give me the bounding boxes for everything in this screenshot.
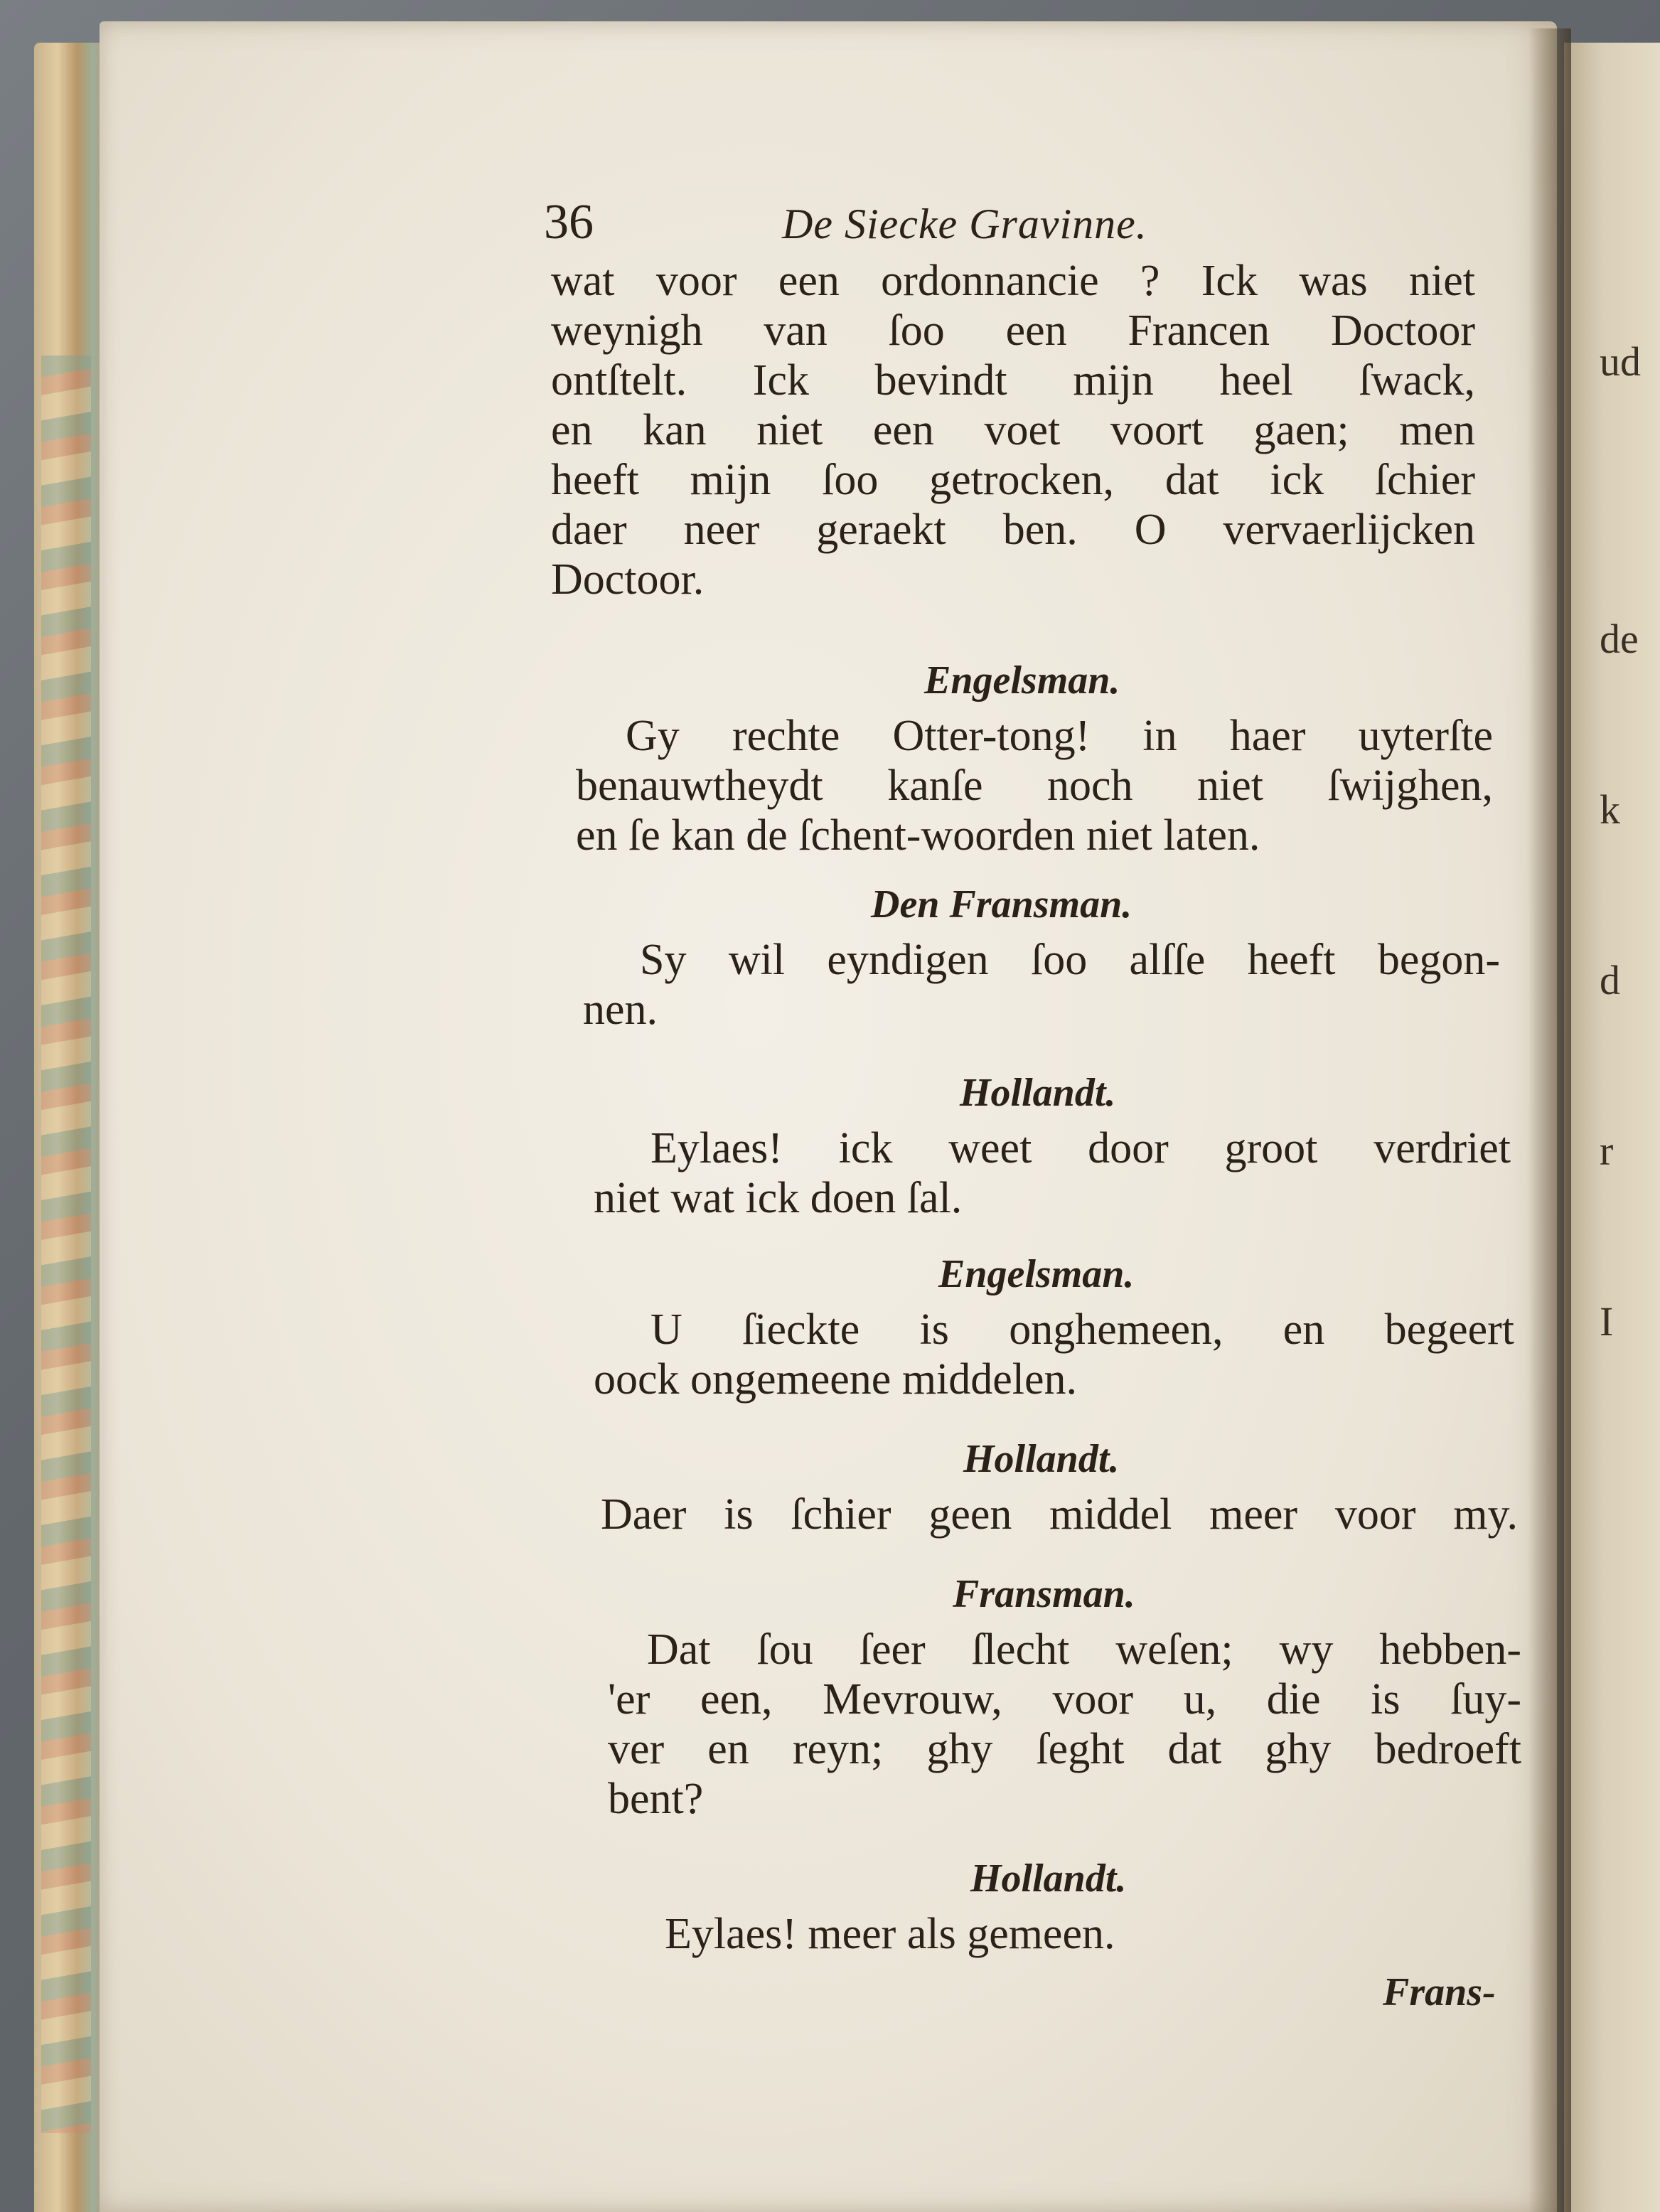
facing-fragment: k [1600,786,1620,833]
speaker-name: Engelsman. [938,1252,1135,1296]
text-line: ontſtelt. Ick bevindt mijn heel ſwack, [551,356,1475,405]
speaker-name: Hollandt. [970,1856,1127,1901]
text-line: Eylaes! meer als gemeen. [665,1910,1115,1958]
speech [594,1305,1514,1404]
text-line: Sy wil eyndigen ſoo alſſe heeft begon- [640,936,1500,984]
speaker-name: Fransman. [953,1572,1135,1616]
page-gutter-shadow [1528,28,1571,2212]
speech [576,711,1493,860]
opening-paragraph [551,256,1475,604]
text-line: heeft mijn ſoo getrocken, dat ick ſchier [551,456,1475,504]
page-number: 36 [544,195,594,250]
text-line: Daer is ſchier geen middel meer voor my. [601,1490,1518,1539]
marbled-endpaper [41,356,91,2133]
text-line: Eylaes! ick weet door groot verdriet [650,1124,1511,1172]
text-line: wat voor een ordonnancie ? Ick was niet [551,257,1475,305]
text-line: niet wat ick doen ſal. [594,1174,963,1222]
text-line: Doctoor. [551,555,705,604]
facing-fragment: I [1600,1298,1614,1345]
text-line: 'er een, Mevrouw, voor u, die is ſuy- [608,1675,1521,1724]
facing-fragment: r [1600,1128,1614,1174]
catchword: Frans- [1383,1970,1496,2014]
text-line: oock ongemeene middelen. [594,1355,1078,1404]
speaker-name: Den Fransman. [871,882,1132,926]
running-title: De Siecke Gravinne. [782,201,1147,247]
text-line: en ſe kan de ſchent-woorden niet laten. [576,811,1260,860]
facing-fragment: d [1600,957,1620,1003]
speech [665,1909,1305,1959]
facing-fragment: ud [1600,338,1641,385]
text-line: daer neer geraekt ben. O vervaerlijcken [551,506,1475,554]
speech [608,1625,1521,1824]
speech [583,935,1500,1035]
speech [594,1123,1511,1223]
text-line: weynigh van ſoo een Francen Doctoor [551,306,1475,355]
text-line: U ſieckte is onghemeen, en begeert [650,1305,1514,1354]
speech [601,1490,1518,1539]
text-line: Dat ſou ſeer ſlecht weſen; wy hebben- [647,1625,1521,1674]
speaker-name: Engelsman. [924,658,1120,702]
text-line: en kan niet een voet voort gaen; men [551,406,1475,454]
text-line: Gy rechte Otter-tong! in haer uyterſte [626,712,1493,760]
speaker-name: Hollandt. [963,1437,1120,1481]
text-line: nen. [583,985,658,1034]
text-line: benauwtheydt kanſe noch niet ſwijghen, [576,762,1493,810]
speaker-name: Hollandt. [960,1071,1116,1115]
text-line: ver en reyn; ghy ſeght dat ghy bedroeft [608,1725,1521,1773]
facing-fragment: de [1600,616,1639,662]
text-line: bent? [608,1775,704,1823]
